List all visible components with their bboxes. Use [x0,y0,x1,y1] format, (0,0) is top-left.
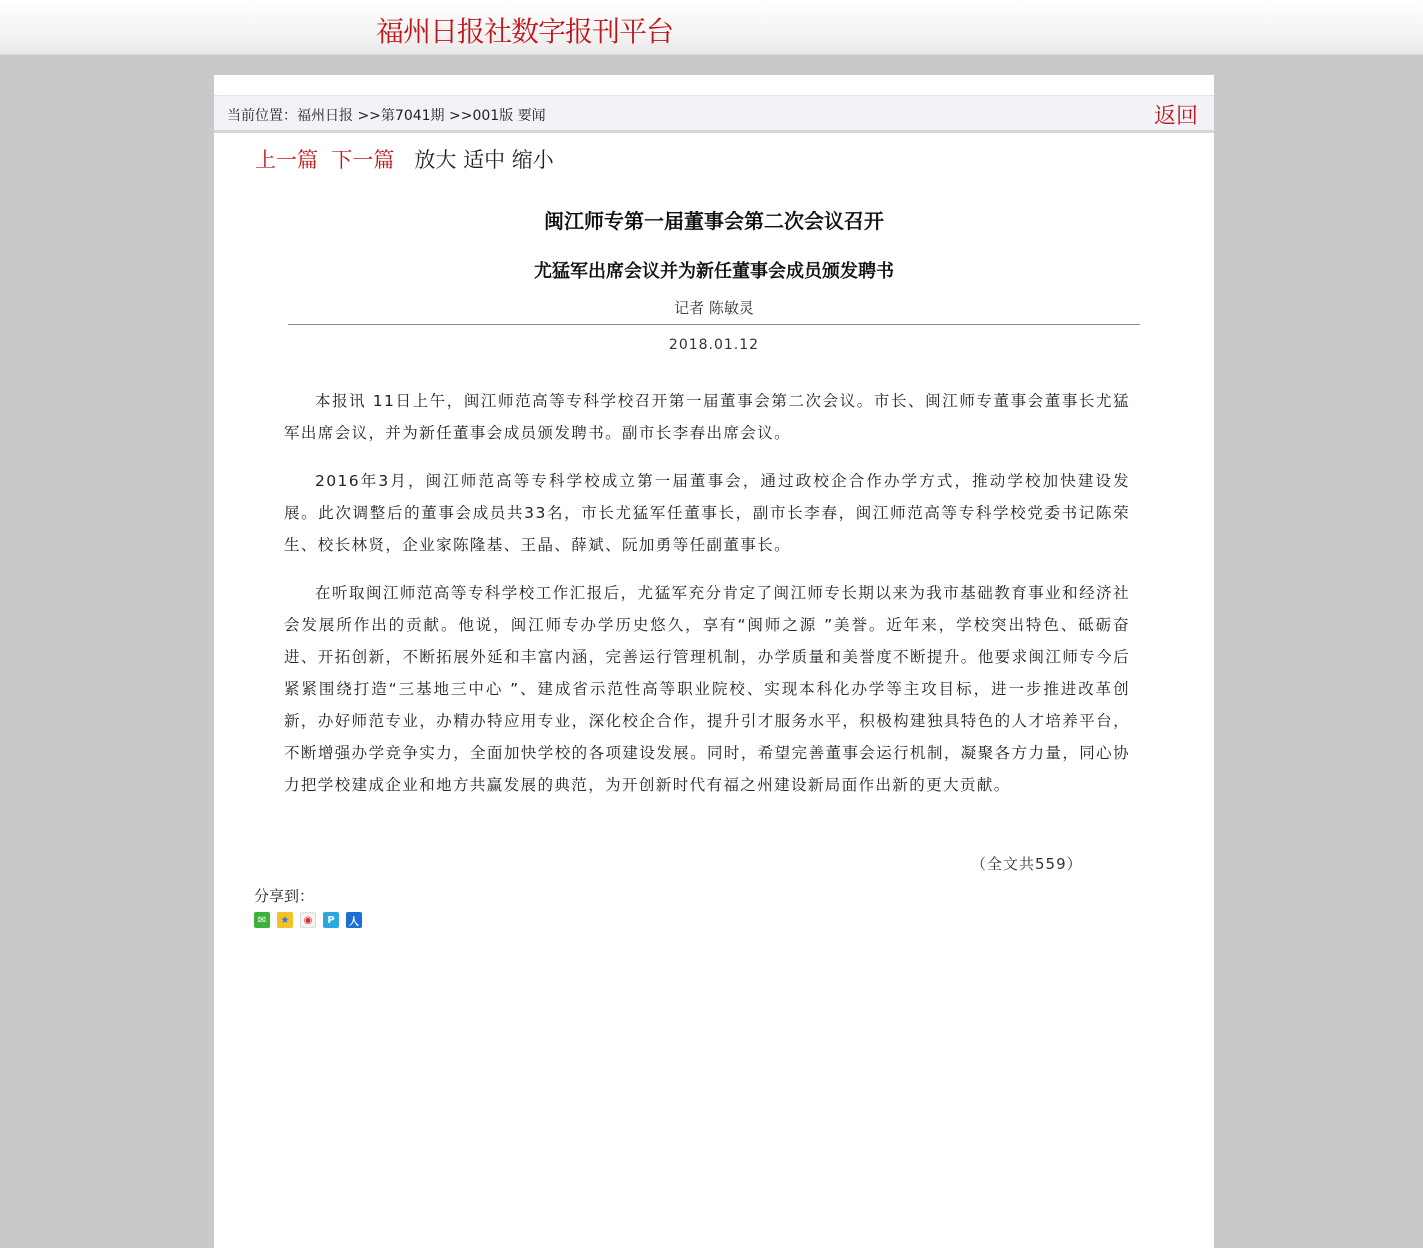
breadcrumb-separator: >> [444,108,473,124]
article-subtitle: 尤猛军出席会议并为新任董事会成员颁发聘书 [534,261,894,282]
wechat-icon[interactable]: ✉ [254,912,270,928]
zoom-out-button[interactable]: 缩小 [511,148,554,172]
breadcrumb [227,105,546,125]
breadcrumb-issue-link[interactable]: 第7041期 [380,108,445,124]
site-title-logo[interactable]: 福州日报社数字报刊平台 [376,15,674,48]
weibo-icon[interactable]: ◉ [300,912,316,928]
article-title: 闽江师专第一届董事会第二次会议召开 [544,209,884,233]
article-page [214,75,1214,1248]
next-article-link[interactable]: 下一篇 [331,148,395,172]
breadcrumb-page-link[interactable]: 001版 要闻 [472,108,546,124]
tencent-weibo-icon[interactable]: P [323,912,339,928]
breadcrumb-bar [214,95,1214,133]
back-link[interactable]: 返回 [1153,104,1198,129]
prev-article-link[interactable]: 上一篇 [255,148,318,172]
article-paragraph: 本报讯 11日上午，闽江师范高等专科学校召开第一届董事会第二次会议。市长、闽江师专董事会董事长尤猛军出席会议，并为新任董事会成员颁发聘书。副市长李春出席会议。 [284,392,1130,442]
breadcrumb-prefix: 当前位置： [227,108,297,124]
zoom-fit-button[interactable]: 适中 [463,148,506,172]
article-date: 2018.01.12 [668,337,760,353]
renren-icon[interactable]: 人 [346,912,362,928]
article-nav-row [255,144,554,174]
article-author: 记者 陈敏灵 [674,299,754,317]
share-icons [254,912,362,928]
article-paragraph: 2016年3月，闽江师范高等专科学校成立第一届董事会，通过政校企合作办学方式，推动学校加快建设发展。此次调整后的董事会成员共33名，市长尤猛军任董事长，副市长李春，闽江师范高等专科学校党委书记陈荣生、校长林贤，企业家陈隆基、王晶、薛斌、阮加勇等任副董事长。 [284,472,1130,554]
top-header-bar [0,0,1423,55]
title-divider [288,324,1140,325]
word-count: （全文共559） [971,855,1083,873]
article-body [284,385,1130,817]
article-paragraph: 在听取闽江师范高等专科学校工作汇报后，尤猛军充分肯定了闽江师专长期以来为我市基础教育事业和经济社会发展所作出的贡献。他说，闽江师专办学历史悠久，享有“闽师之源 ”美誉。近年来，学校突出特色、砥砺奋进、开拓创新，不断拓展外延和丰富内涵，完善运行管理机制，办学质量和美誉度不断提升。他要求闽江师专今后紧紧围绕打造“三基地三中心 ”、建成省示范性高等职业院校、实现本科化办学等主攻目标，进一步推进改革创新，办好师范专业，办精办特应用专业，深化校企合作，提升引才服务水平，积极构建独具特色的人才培养平台，不断增强办学竞争实力，全面加快学校的各项建设发展。同时，希望完善董事会运行机制，凝聚各方力量，同心协力把学校建成企业和地方共赢发展的典范，为开创新时代有福之州建设新局面作出新的更大贡献。 [284,584,1130,794]
share-label: 分享到： [254,887,315,905]
qzone-icon[interactable]: ★ [277,912,293,928]
breadcrumb-paper-link[interactable]: 福州日报 [297,108,353,124]
breadcrumb-separator: >> [353,108,381,124]
zoom-in-button[interactable]: 放大 [414,148,457,172]
